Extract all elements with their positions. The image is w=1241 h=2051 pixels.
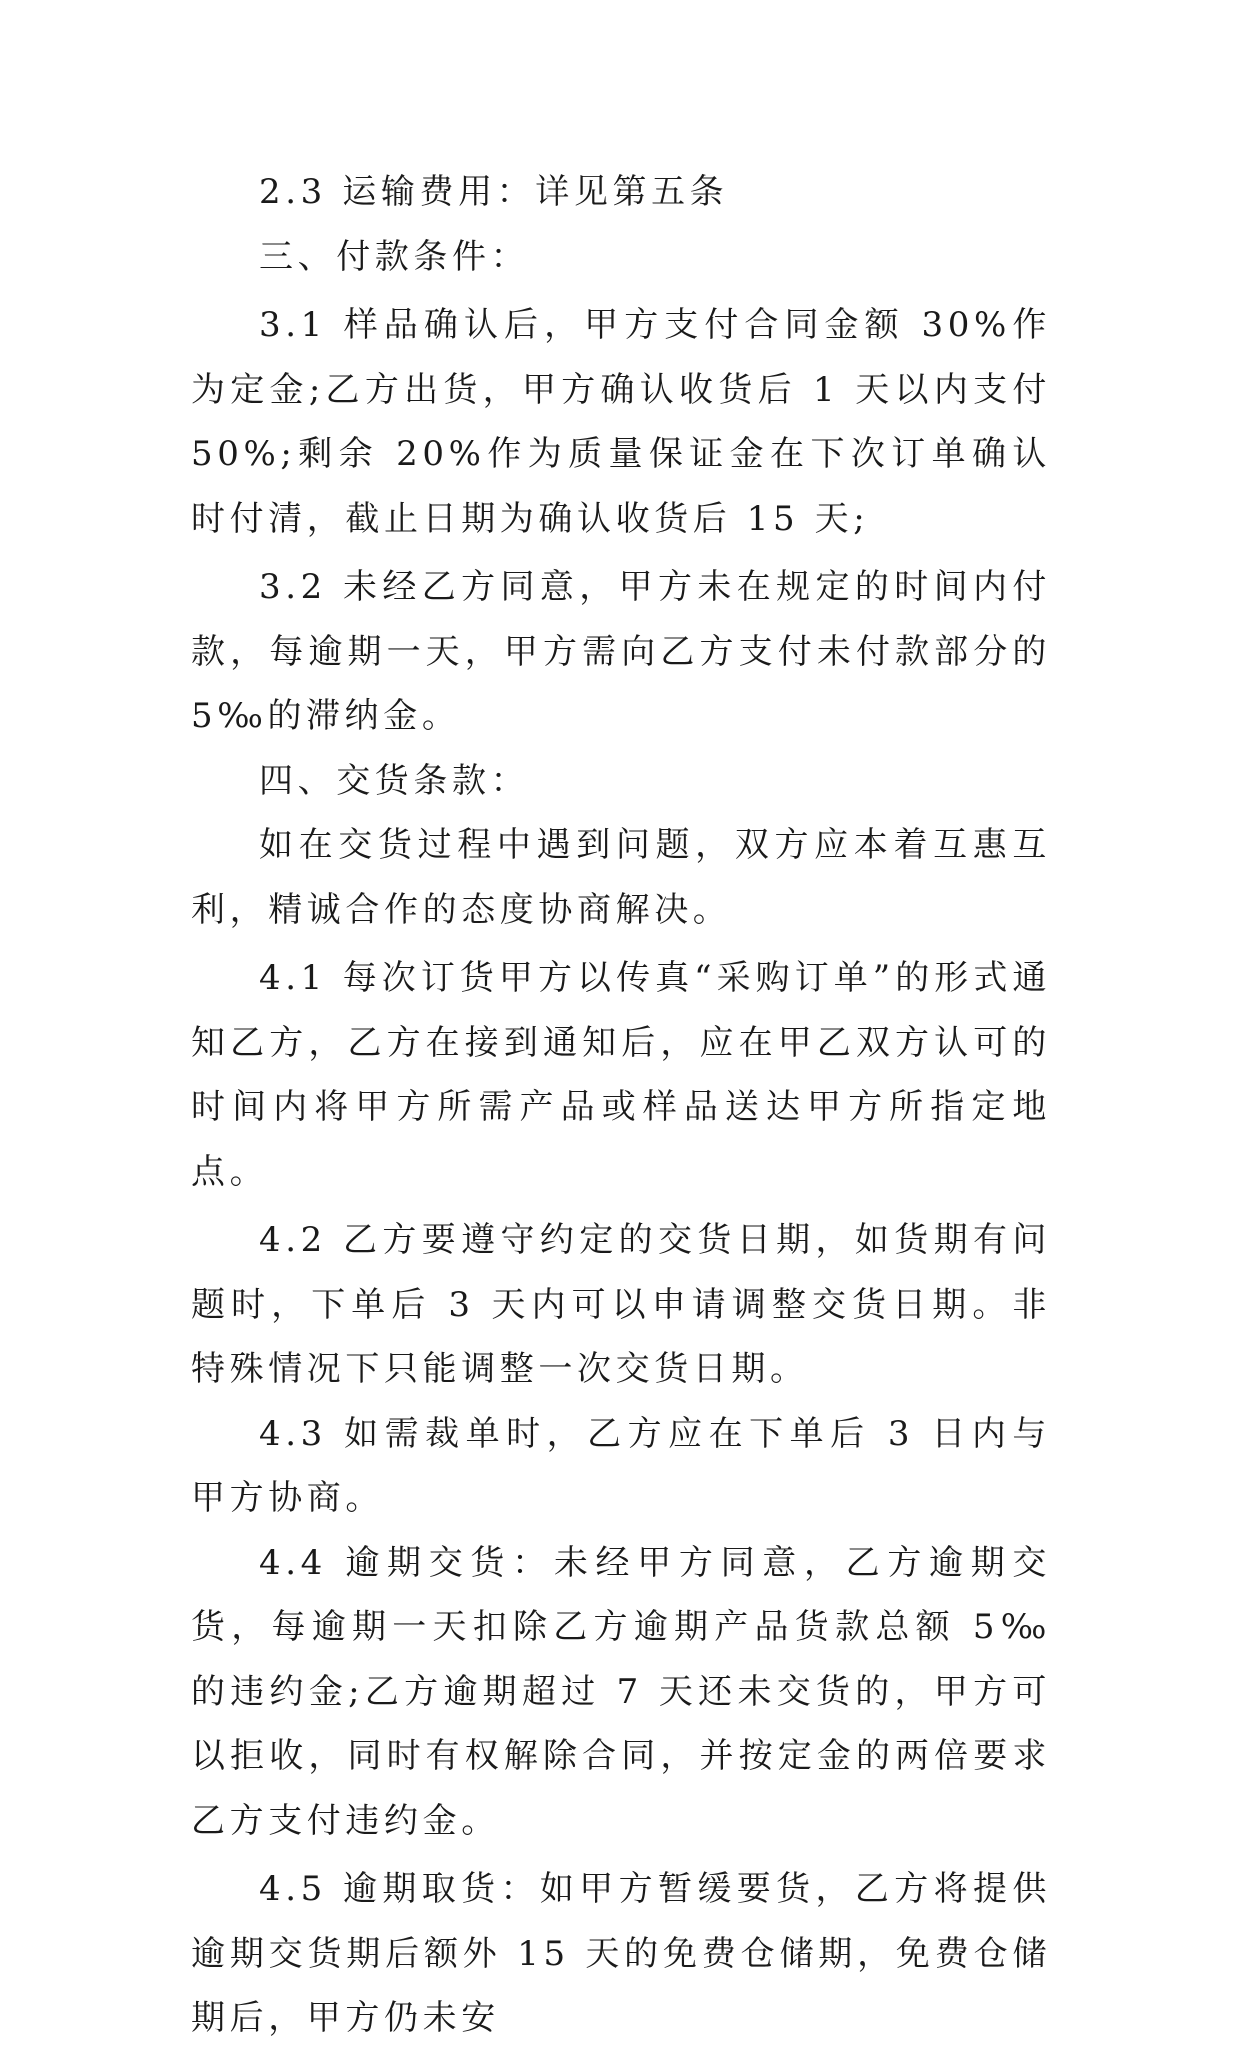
paragraph-delivery-intro: 如在交货过程中遇到问题，双方应本着互惠互利，精诚合作的态度协商解决。: [191, 825, 1051, 930]
paragraph-2-3-transport-fee: 2.3 运输费用：详见第五条: [259, 172, 729, 212]
paragraph-4-1: 4.1 每次订货甲方以传真“采购订单”的形式通知乙方，乙方在接到通知后，应在甲乙双方认可的时间内将甲方所需产品或样品送达甲方所指定地点。: [191, 958, 1051, 1192]
paragraph-3-2: 3.2 未经乙方同意，甲方未在规定的时间内付款，每逾期一天，甲方需向乙方支付未付款部分的 5‰的滞纳金。: [191, 567, 1051, 736]
paragraph-4-4: 4.4 逾期交货：未经甲方同意，乙方逾期交货，每逾期一天扣除乙方逾期产品货款总额 5‰的违约金;乙方逾期超过 7 天还未交货的，甲方可以拒收，同时有权解除合同，并按定金的两倍要求乙方支付违约金。: [191, 1542, 1051, 1841]
heading-delivery-terms: 四、交货条款：: [259, 760, 530, 801]
paragraph-3-1: 3.1 样品确认后，甲方支付合同金额 30%作为定金;乙方出货，甲方确认收货后 1 天以内支付 50%;剩余 20%作为质量保证金在下次订单确认时付清，截止日期为确认收货后 15 天;: [191, 305, 1051, 539]
paragraph-4-5: 4.5 逾期取货：如甲方暂缓要货，乙方将提供逾期交货期后额外 15 天的免费仓储期，免费仓储期后，甲方仍未安: [191, 1869, 1051, 2038]
heading-payment-terms: 三、付款条件：: [259, 236, 530, 277]
paragraph-4-2: 4.2 乙方要遵守约定的交货日期，如货期有问题时，下单后 3 天内可以申请调整交货日期。非特殊情况下只能调整一次交货日期。: [191, 1220, 1051, 1389]
document-body: [191, 160, 1051, 2051]
paragraph-4-3: 4.3 如需裁单时，乙方应在下单后 3 日内与甲方协商。: [191, 1413, 1051, 1518]
